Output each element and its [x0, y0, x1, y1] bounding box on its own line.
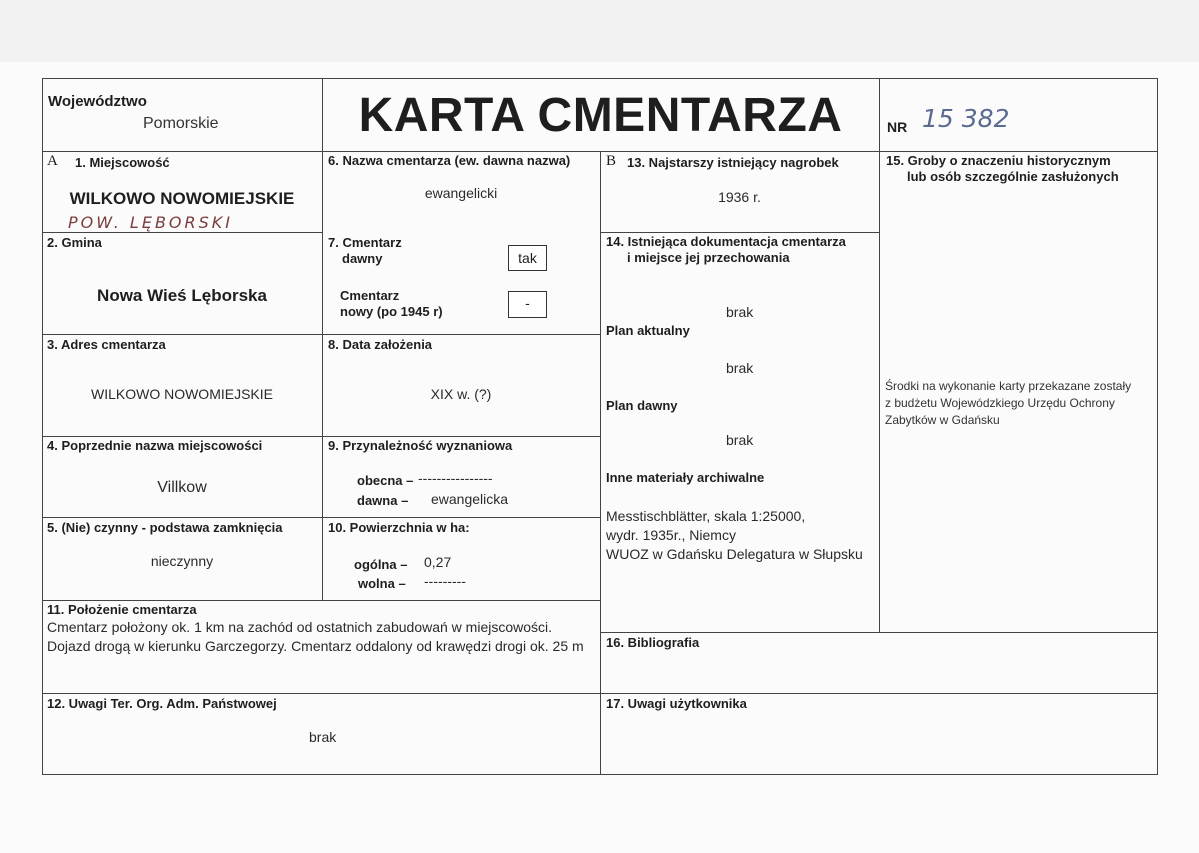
s7-nowy-box: -: [508, 291, 547, 318]
header-col-2: [879, 78, 880, 151]
plan-aktualny-value: brak: [726, 360, 754, 376]
s9-label: 9. Przynależność wyznaniowa: [328, 438, 513, 453]
s11-line1: Cmentarz położony ok. 1 km na zachód od ostatnich zabudowań w miejscowości.: [47, 619, 553, 635]
s7-nowy-label-2: nowy (po 1945 r): [340, 304, 443, 319]
row-sep-13: [600, 232, 879, 233]
s11-line2: Dojazd drogą w kierunku Garczegorzy. Cmentarz oddalony od krawędzi drogi ok. 25 m: [47, 638, 584, 654]
s12-value: brak: [309, 729, 337, 745]
col-sep-mid: [600, 151, 601, 774]
s3-label: 3. Adres cmentarza: [47, 337, 166, 352]
card-title: KARTA CMENTARZA: [358, 89, 843, 142]
row-sep-2: [42, 334, 600, 335]
s8-label: 8. Data założenia: [328, 337, 433, 352]
nr-value: 15 382: [922, 104, 1010, 133]
s14-value: brak: [726, 304, 754, 320]
s15-note-1: Środki na wykonanie karty przekazane zostały: [885, 379, 1132, 393]
nr-label: NR: [887, 119, 908, 135]
s10-wolna-value: ---------: [424, 573, 466, 589]
s15-note-3: Zabytków w Gdańsku: [885, 413, 1000, 427]
s15-label-1: 15. Groby o znaczeniu historycznym: [886, 153, 1111, 168]
s14-label-1: 14. Istniejąca dokumentacja cmentarza: [606, 234, 846, 249]
s10-label: 10. Powierzchnia w ha:: [328, 520, 470, 535]
wojewodztwo-value: Pomorskie: [143, 115, 219, 132]
section-a-letter: A: [47, 153, 58, 169]
row-sep-3: [42, 436, 600, 437]
s17-label: 17. Uwagi użytkownika: [606, 696, 747, 711]
frame-right: [1157, 78, 1158, 774]
frame-left: [42, 78, 43, 774]
s9-obecna-value: ----------------: [418, 470, 493, 486]
section-b-letter: B: [606, 153, 617, 169]
inne-line-3: WUOZ w Gdańsku Delegatura w Słupsku: [606, 546, 863, 562]
s11-label: 11. Położenie cmentarza: [47, 602, 197, 617]
frame-top: [42, 78, 1158, 79]
col-sep-right: [879, 151, 880, 632]
s13-value: 1936 r.: [718, 189, 761, 205]
s1-label: 1. Miejscowość: [75, 155, 170, 170]
s10-ogolna-value: 0,27: [424, 554, 452, 570]
s10-ogolna-label: ogólna –: [354, 557, 408, 572]
s7-label: 7. Cmentarz: [328, 235, 402, 250]
s5-value: nieczynny: [150, 553, 214, 569]
s7-dawny-box: tak: [508, 245, 547, 271]
s4-label: 4. Poprzednie nazwa miejscowości: [47, 438, 263, 453]
s15-label-2: lub osób szczególnie zasłużonych: [907, 169, 1119, 184]
inne-line-2: wydr. 1935r., Niemcy: [606, 527, 736, 543]
s7-dawny-label: dawny: [342, 251, 383, 266]
col-sep-left: [322, 151, 323, 600]
s12-label: 12. Uwagi Ter. Org. Adm. Państwowej: [47, 696, 277, 711]
s13-label: 13. Najstarszy istniejący nagrobek: [627, 155, 839, 170]
plan-dawny-value: brak: [726, 432, 754, 448]
s1-value: WILKOWO NOWOMIEJSKIE: [69, 189, 295, 208]
row-sep-15: [600, 632, 1157, 633]
s3-value: WILKOWO NOWOMIEJSKIE: [90, 386, 273, 402]
s15-note-2: z budżetu Wojewódzkiego Urzędu Ochrony: [885, 396, 1115, 410]
s6-value: ewangelicki: [424, 185, 498, 201]
row-sep-4: [42, 517, 600, 518]
row-sep-11: [42, 693, 1158, 694]
s9-obecna-label: obecna –: [357, 473, 414, 488]
inne-label: Inne materiały archiwalne: [606, 470, 765, 485]
s10-wolna-label: wolna –: [358, 576, 406, 591]
s1-handwritten: POW. LĘBORSKI: [68, 213, 234, 232]
s7-nowy-label-1: Cmentarz: [340, 288, 400, 303]
s9-dawna-value: ewangelicka: [431, 491, 509, 507]
row-sep-5: [42, 600, 600, 601]
s14-label-2: i miejsce jej przechowania: [627, 250, 790, 265]
s16-label: 16. Bibliografia: [606, 635, 700, 650]
frame-bottom: [42, 774, 1158, 775]
s9-dawna-label: dawna –: [357, 493, 409, 508]
inne-line-1: Messtischblätter, skala 1:25000,: [606, 508, 806, 524]
s4-value: Villkow: [157, 479, 207, 496]
s6-label: 6. Nazwa cmentarza (ew. dawna nazwa): [328, 153, 571, 168]
wojewodztwo-label: Województwo: [48, 93, 147, 110]
s2-value: Nowa Wieś Lęborska: [97, 286, 267, 305]
s2-label: 2. Gmina: [47, 235, 102, 250]
row-sep-1: [42, 232, 322, 233]
plan-dawny-label: Plan dawny: [606, 398, 678, 413]
s5-label: 5. (Nie) czynny - podstawa zamknięcia: [47, 520, 283, 535]
s8-value: XIX w. (?): [430, 386, 492, 402]
plan-aktualny-label: Plan aktualny: [606, 323, 690, 338]
